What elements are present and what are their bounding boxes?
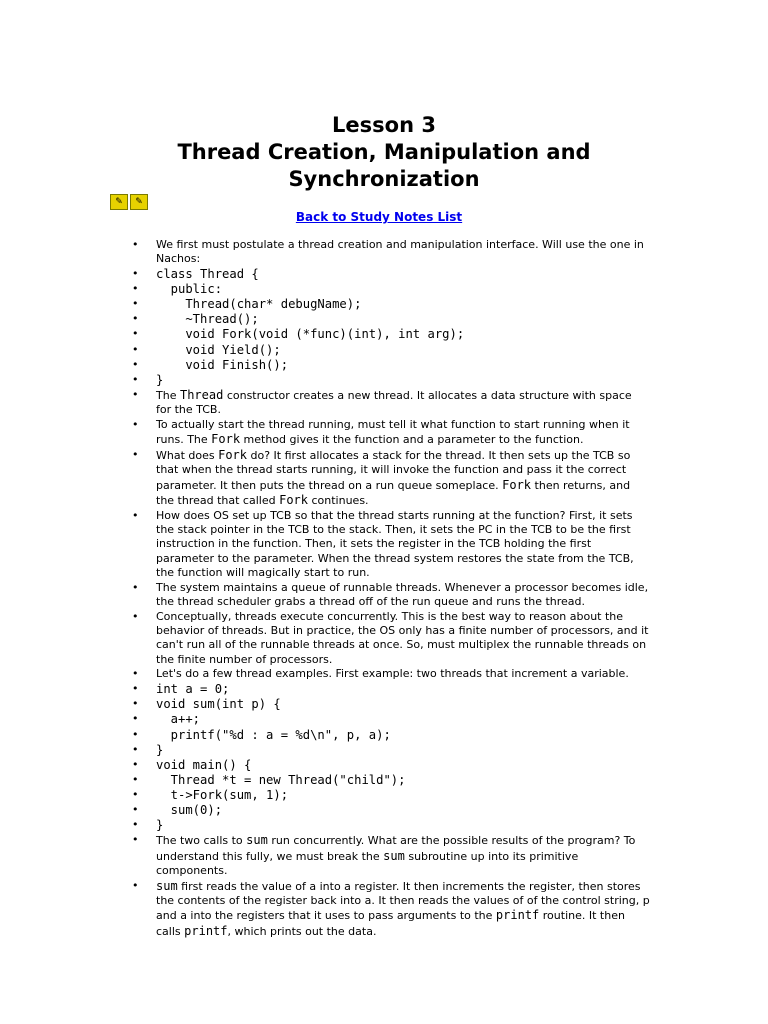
page-title bbox=[0, 112, 768, 193]
code-text: void main() { bbox=[156, 757, 252, 772]
code-line-item bbox=[0, 788, 768, 803]
code-line-item bbox=[0, 327, 768, 342]
code-text: void sum(int p) { bbox=[156, 697, 281, 712]
code-line-item bbox=[0, 312, 768, 327]
code-line-item bbox=[0, 682, 768, 697]
bullet: • bbox=[132, 580, 139, 594]
bullet: • bbox=[132, 267, 139, 281]
code-line-item bbox=[0, 697, 768, 712]
bullet: • bbox=[132, 609, 139, 623]
bullet: • bbox=[132, 448, 139, 462]
bullet: • bbox=[132, 417, 139, 431]
title-line-1: Lesson 3 bbox=[332, 113, 436, 137]
code-line-item bbox=[0, 803, 768, 818]
bullet: • bbox=[132, 342, 139, 356]
list-item bbox=[0, 388, 768, 418]
list-item bbox=[0, 833, 768, 878]
text-run: then returns, and the thread that called bbox=[156, 478, 631, 507]
bullet: • bbox=[132, 772, 139, 786]
bullet: • bbox=[132, 238, 139, 251]
bullet: • bbox=[132, 387, 139, 401]
inline-code: printf bbox=[495, 908, 540, 923]
text-run: first reads the value of a into a register. It then increments the register, then stores the contents of the register back into a. It then reads the values of of the control string, p and a into the registers that it uses to pass arguments to the bbox=[156, 879, 650, 923]
text-run: , which prints out the data. bbox=[227, 924, 377, 938]
text-run: To actually start the thread running, must tell it what function to start running when it runs. The bbox=[156, 417, 630, 447]
text-run: The system maintains a queue of runnable threads. Whenever a processor becomes idle, the thread scheduler grabs a thread off of the run queue and runs the thread. bbox=[156, 580, 649, 608]
code-line-item bbox=[0, 773, 768, 788]
text-run: Let's do a few thread examples. First example: two threads that increment a variable. bbox=[156, 667, 629, 681]
inline-code: sum bbox=[246, 833, 268, 848]
inline-code: printf bbox=[184, 923, 228, 938]
code-line-item bbox=[0, 343, 768, 358]
list-item bbox=[0, 418, 768, 448]
code-text: printf("%d : a = %d\n", p, a); bbox=[156, 727, 391, 742]
bullet: • bbox=[132, 742, 139, 756]
pencil-icon[interactable]: ✎ bbox=[110, 194, 128, 210]
code-line-item bbox=[0, 743, 768, 758]
inline-code: Fork bbox=[279, 492, 308, 507]
text-run: The bbox=[156, 388, 180, 402]
code-text: t->Fork(sum, 1); bbox=[156, 787, 289, 802]
back-to-study-notes-link[interactable]: Back to Study Notes List bbox=[295, 210, 463, 224]
code-line-item bbox=[0, 282, 768, 297]
text-run: How does OS set up TCB so that the thread starts running at the function? First, it sets the stack pointer in the TCB to the stack. Then, it sets the PC in the TCB to be the first instruction in the function. Then, it sets the register in the TCB holding the first parameter to the parameter. When the thread system restores the state from the TCB, the function will magically start to run. bbox=[156, 508, 634, 579]
code-text: ~Thread(); bbox=[156, 312, 259, 327]
bullet: • bbox=[132, 312, 139, 326]
code-text: void Finish(); bbox=[156, 357, 289, 372]
bullet: • bbox=[132, 508, 139, 522]
bullet: • bbox=[132, 803, 139, 817]
list-item bbox=[0, 879, 768, 939]
code-line-item bbox=[0, 728, 768, 743]
list-item bbox=[0, 610, 768, 667]
bullet: • bbox=[132, 667, 139, 681]
code-text: Thread(char* debugName); bbox=[156, 297, 362, 312]
bullet: • bbox=[132, 727, 139, 741]
code-text: void Yield(); bbox=[156, 342, 281, 357]
text-run: routine. It then calls bbox=[156, 909, 625, 938]
code-text: } bbox=[156, 372, 164, 387]
pencil-icon[interactable]: ✎ bbox=[130, 194, 148, 210]
code-line-item bbox=[0, 758, 768, 773]
bullet: • bbox=[132, 297, 139, 311]
code-text: int a = 0; bbox=[156, 682, 230, 697]
bullet: • bbox=[132, 682, 139, 696]
code-text: void Fork(void (*func)(int), int arg); bbox=[156, 327, 465, 342]
code-line-item bbox=[0, 297, 768, 312]
text-run: What does bbox=[156, 449, 219, 463]
text-run: continues. bbox=[308, 493, 369, 507]
code-line-item bbox=[0, 267, 768, 282]
code-line-item bbox=[0, 373, 768, 388]
text-run: subroutine up into its primitive components. bbox=[156, 849, 579, 877]
inline-code: Thread bbox=[179, 387, 224, 402]
bullet: • bbox=[132, 712, 139, 726]
nav-icons bbox=[110, 194, 148, 210]
code-text: public: bbox=[156, 282, 223, 297]
bullet: • bbox=[132, 878, 139, 892]
text-run: run concurrently. What are the possible results of the program? To understand this fully, we must break the bbox=[156, 834, 636, 863]
inline-code: sum bbox=[383, 848, 405, 863]
text-run: The two calls to bbox=[156, 834, 247, 848]
code-text: class Thread { bbox=[156, 267, 259, 282]
notes-list bbox=[0, 238, 768, 939]
code-text: } bbox=[156, 742, 164, 757]
bullet: • bbox=[132, 697, 139, 711]
bullet: • bbox=[132, 833, 139, 847]
title-line-2: Thread Creation, Manipulation and bbox=[177, 140, 591, 164]
code-text: Thread *t = new Thread("child"); bbox=[156, 772, 406, 787]
bullet: • bbox=[132, 818, 139, 832]
list-item bbox=[0, 509, 768, 580]
list-item bbox=[0, 667, 768, 681]
inline-code: Fork bbox=[211, 432, 241, 447]
bullet: • bbox=[132, 757, 139, 771]
code-line-item bbox=[0, 358, 768, 373]
inline-code: Fork bbox=[502, 477, 532, 492]
text-run: method gives it the function and a parameter to the function. bbox=[240, 433, 584, 447]
code-text: a++; bbox=[156, 712, 201, 727]
title-line-3: Synchronization bbox=[288, 167, 480, 191]
inline-code: sum bbox=[156, 878, 178, 893]
inline-code: Fork bbox=[218, 448, 248, 463]
code-line-item bbox=[0, 712, 768, 727]
text-run: constructor creates a new thread. It allocates a data structure with space for the TCB. bbox=[156, 388, 632, 417]
bullet: • bbox=[132, 372, 139, 386]
list-item bbox=[0, 581, 768, 610]
text-run: do? It first allocates a stack for the thread. It then sets up the TCB so that when the thread starts running, it will invoke the function and pass it the correct parameter. It then puts the thread on a run queue someplace. bbox=[156, 449, 631, 492]
text-run: We first must postulate a thread creation and manipulation interface. Will use the one in Nachos: bbox=[156, 238, 644, 266]
text-run: Conceptually, threads execute concurrently. This is the best way to reason about the behavior of threads. But in practice, the OS only has a finite number of processors, and it can't run all of the runnable threads at once. So, must multiplex the runnable threads on the finite number of processors. bbox=[156, 609, 649, 666]
code-text: sum(0); bbox=[156, 803, 223, 818]
list-item bbox=[0, 448, 768, 508]
bullet: • bbox=[132, 357, 139, 371]
bullet: • bbox=[132, 787, 139, 801]
code-text: } bbox=[156, 818, 164, 833]
bullet: • bbox=[132, 327, 139, 341]
code-line-item bbox=[0, 818, 768, 833]
list-item bbox=[0, 238, 768, 267]
bullet: • bbox=[132, 282, 139, 296]
